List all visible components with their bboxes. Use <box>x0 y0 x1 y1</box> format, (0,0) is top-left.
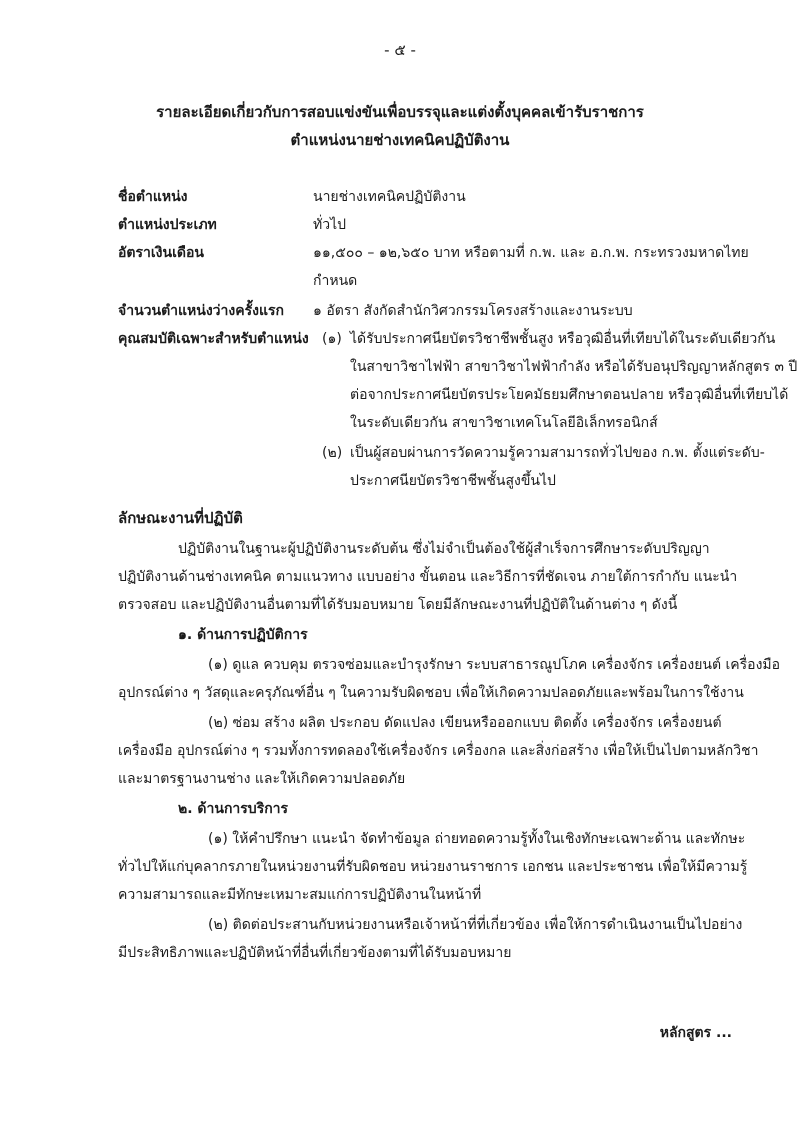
continuation-note: หลักสูตร ... <box>659 1025 732 1041</box>
operations-item-2-line: (๒) ซ่อม สร้าง ผลิต ประกอบ ดัดแปลง เขียนหรือออกแบบ ติดตั้ง เครื่องจักร เครื่องยนต์ <box>208 715 722 731</box>
service-item-1-line: (๑) ให้คำปรึกษา แนะนำ จัดทำข้อมูล ถ่ายทอดความรู้ทั้งในเชิงทักษะเฉพาะด้าน และทักษะ <box>208 831 746 847</box>
document-title-line-2: ตำแหน่งนายช่างเทคนิคปฏิบัติงาน <box>290 131 510 149</box>
job-intro-line: ปฏิบัติงานในฐานะผู้ปฏิบัติงานระดับต้น ซึ่งไม่จำเป็นต้องใช้ผู้สำเร็จการศึกษาระดับปริญญา <box>178 541 710 557</box>
document-title-line-1: รายละเอียดเกี่ยวกับการสอบแข่งขันเพื่อบรรจุและแต่งตั้งบุคคลเข้ารับราชการ <box>156 103 644 121</box>
operations-item-1-line: อุปกรณ์ต่าง ๆ วัสดุและครุภัณฑ์อื่น ๆ ในความรับผิดชอบ เพื่อให้เกิดความปลอดภัยและพร้อมในการใช้งาน <box>118 685 744 701</box>
qualification-1-number: (๑) <box>322 331 342 347</box>
service-item-2-line: มีประสิทธิภาพและปฏิบัติหน้าที่อื่นที่เกี่ยวข้องตามที่ได้รับมอบหมาย <box>118 945 512 961</box>
vacancy-value: ๑ อัตรา สังกัดสำนักวิศวกรรมโครงสร้างและงานระบบ <box>313 303 633 319</box>
service-item-1-line: ทั่วไปให้แก่บุคลากรภายในหน่วยงานที่รับผิดชอบ หน่วยงานราชการ เอกชน และประชาชน เพื่อให้มีความรู้ <box>118 859 748 875</box>
job-intro-line: ตรวจสอบ และปฏิบัติงานอื่นตามที่ได้รับมอบหมาย โดยมีลักษณะงานที่ปฏิบัติในด้านต่าง ๆ ดังนี้ <box>118 597 678 613</box>
service-item-2-line: (๒) ติดต่อประสานกับหน่วยงานหรือเจ้าหน้าที่ที่เกี่ยวข้อง เพื่อให้การดำเนินงานเป็นไปอย่าง <box>208 917 743 933</box>
operations-item-1-line: (๑) ดูแล ควบคุม ตรวจซ่อมและบำรุงรักษา ระบบสาธารณูปโภค เครื่องจักร เครื่องยนต์ เครื่องมือ <box>208 657 781 673</box>
job-description-heading: ลักษณะงานที่ปฏิบัติ <box>118 509 243 527</box>
qualification-1-line: ในสาขาวิชาไฟฟ้า สาขาวิชาไฟฟ้ากำลัง หรือได้รับอนุปริญญาหลักสูตร ๓ ปี <box>350 359 798 375</box>
operations-item-2-line: และมาตรฐานงานช่าง และให้เกิดความปลอดภัย <box>118 771 406 787</box>
service-item-1-line: ความสามารถและมีทักษะเหมาะสมแก่การปฏิบัติงานในหน้าที่ <box>118 887 482 903</box>
type-value: ทั่วไป <box>313 217 347 233</box>
page-number: - ๕ - <box>384 41 416 59</box>
salary-value-line-2: กำหนด <box>313 273 358 289</box>
qualification-2-number: (๒) <box>322 445 343 461</box>
operations-item-2-line: เครื่องมือ อุปกรณ์ต่าง ๆ รวมทั้งการทดลองใช้เครื่องจักร เครื่องกล และสิ่งก่อสร้าง เพื่อให้เป็นไปตามหลักวิชา <box>118 743 759 759</box>
type-label: ตำแหน่งประเภท <box>118 217 217 233</box>
qualification-2-line: เป็นผู้สอบผ่านการวัดความรู้ความสามารถทั่วไปของ ก.พ. ตั้งแต่ระดับ- <box>350 445 765 461</box>
service-heading: ๒. ด้านการบริการ <box>178 801 289 817</box>
salary-label: อัตราเงินเดือน <box>118 245 204 261</box>
job-intro-line: ปฏิบัติงานด้านช่างเทคนิค ตามแนวทาง แบบอย่าง ขั้นตอน และวิธีการที่ชัดเจน ภายใต้การกำกับ แนะนำ <box>118 569 738 585</box>
operations-heading: ๑. ด้านการปฏิบัติการ <box>178 627 308 643</box>
salary-value-line-1: ๑๑,๕๐๐ – ๑๒,๖๕๐ บาท หรือตามที่ ก.พ. และ อ.ก.พ. กระทรวงมหาดไทย <box>313 245 749 261</box>
qualification-1-line: ต่อจากประกาศนียบัตรประโยคมัธยมศึกษาตอนปลาย หรือวุฒิอื่นที่เทียบได้ <box>350 387 789 403</box>
position-value: นายช่างเทคนิคปฏิบัติงาน <box>313 189 466 205</box>
vacancy-label: จำนวนตำแหน่งว่างครั้งแรก <box>118 303 284 319</box>
qualification-1-line: ในระดับเดียวกัน สาขาวิชาเทคโนโลยีอิเล็กทรอนิกส์ <box>350 415 658 431</box>
qualification-label: คุณสมบัติเฉพาะสำหรับตำแหน่ง <box>118 331 309 347</box>
qualification-2-line: ประกาศนียบัตรวิชาชีพชั้นสูงขึ้นไป <box>350 473 556 489</box>
position-label: ชื่อตำแหน่ง <box>118 189 188 205</box>
qualification-1-line: ได้รับประกาศนียบัตรวิชาชีพชั้นสูง หรือวุฒิอื่นที่เทียบได้ในระดับเดียวกัน <box>350 331 776 347</box>
